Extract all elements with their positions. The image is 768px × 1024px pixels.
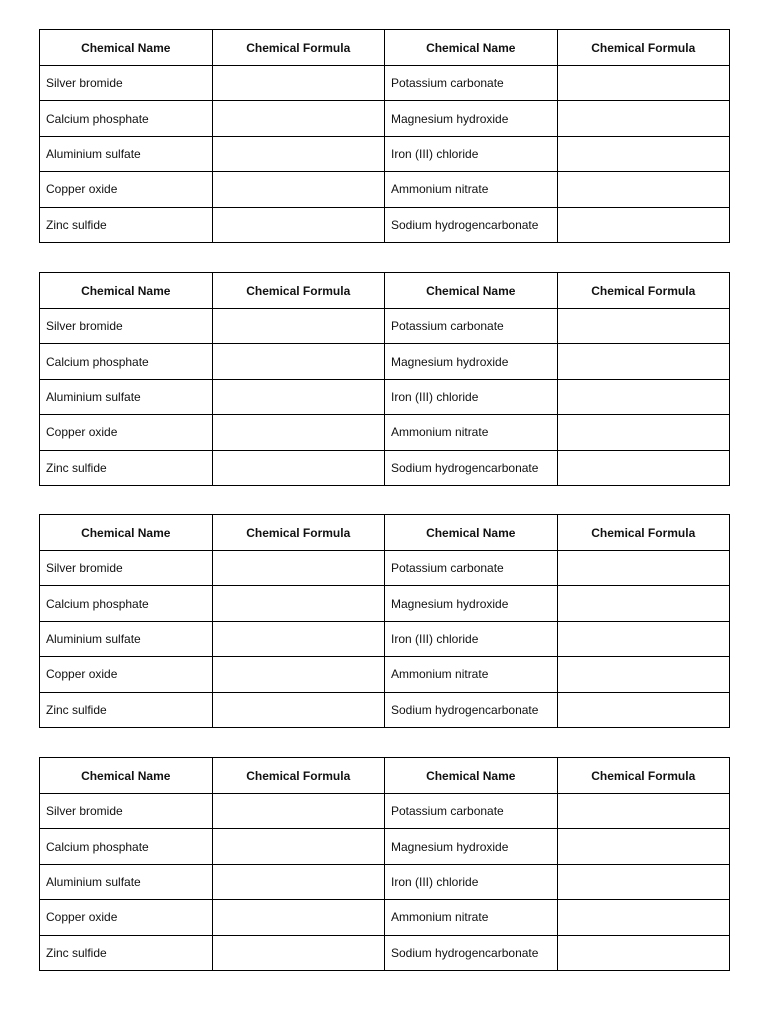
formula-answer-cell[interactable] (557, 207, 730, 242)
formula-answer-cell[interactable] (557, 935, 730, 970)
chemical-name-cell: Magnesium hydroxide (385, 344, 558, 379)
formula-answer-cell[interactable] (557, 551, 730, 586)
chemical-name-cell: Calcium phosphate (40, 344, 213, 379)
table-row (40, 794, 730, 829)
chemical-name-cell: Sodium hydrogencarbonate (385, 450, 558, 485)
formula-answer-cell[interactable] (557, 450, 730, 485)
column-header-chemical-formula: Chemical Formula (212, 30, 385, 66)
formula-answer-cell[interactable] (557, 864, 730, 899)
chemical-name-cell: Magnesium hydroxide (385, 586, 558, 621)
formula-answer-cell[interactable] (557, 586, 730, 621)
column-header-chemical-name: Chemical Name (40, 30, 213, 66)
formula-answer-cell[interactable] (212, 586, 385, 621)
worksheet-table-4 (39, 757, 730, 971)
chemical-name-cell: Ammonium nitrate (385, 900, 558, 935)
table-row (40, 344, 730, 379)
formula-answer-cell[interactable] (212, 136, 385, 171)
column-header-chemical-formula: Chemical Formula (557, 30, 730, 66)
formula-answer-cell[interactable] (557, 309, 730, 344)
column-header-chemical-formula: Chemical Formula (212, 758, 385, 794)
chemical-name-cell: Potassium carbonate (385, 66, 558, 101)
chemical-name-cell: Magnesium hydroxide (385, 101, 558, 136)
formula-answer-cell[interactable] (557, 900, 730, 935)
chemical-name-cell: Silver bromide (40, 309, 213, 344)
column-header-chemical-formula: Chemical Formula (212, 273, 385, 309)
column-header-chemical-name: Chemical Name (385, 758, 558, 794)
column-header-chemical-name: Chemical Name (40, 758, 213, 794)
formula-answer-cell[interactable] (212, 379, 385, 414)
chemical-name-cell: Ammonium nitrate (385, 415, 558, 450)
formula-answer-cell[interactable] (212, 309, 385, 344)
chemical-name-cell: Sodium hydrogencarbonate (385, 935, 558, 970)
worksheet-table-1 (39, 29, 730, 243)
chemical-name-cell: Copper oxide (40, 415, 213, 450)
chemical-name-cell: Ammonium nitrate (385, 172, 558, 207)
column-header-chemical-name: Chemical Name (40, 273, 213, 309)
chemical-name-cell: Silver bromide (40, 551, 213, 586)
chemical-name-cell: Magnesium hydroxide (385, 829, 558, 864)
header-row (40, 273, 730, 309)
chemical-name-cell: Copper oxide (40, 900, 213, 935)
chemical-name-cell: Zinc sulfide (40, 692, 213, 727)
formula-answer-cell[interactable] (212, 794, 385, 829)
chemical-name-cell: Iron (III) chloride (385, 864, 558, 899)
formula-answer-cell[interactable] (557, 344, 730, 379)
chemical-name-cell: Iron (III) chloride (385, 379, 558, 414)
table-row (40, 900, 730, 935)
formula-answer-cell[interactable] (212, 900, 385, 935)
chemical-name-cell: Iron (III) chloride (385, 136, 558, 171)
chemical-name-cell: Potassium carbonate (385, 309, 558, 344)
table-row (40, 551, 730, 586)
column-header-chemical-formula: Chemical Formula (212, 515, 385, 551)
formula-answer-cell[interactable] (557, 794, 730, 829)
chemical-name-cell: Sodium hydrogencarbonate (385, 207, 558, 242)
chemical-name-cell: Calcium phosphate (40, 101, 213, 136)
chemical-name-cell: Potassium carbonate (385, 551, 558, 586)
chemical-name-cell: Aluminium sulfate (40, 621, 213, 656)
formula-answer-cell[interactable] (212, 415, 385, 450)
formula-answer-cell[interactable] (212, 66, 385, 101)
table-row (40, 657, 730, 692)
formula-answer-cell[interactable] (557, 621, 730, 656)
worksheet-table-3 (39, 514, 730, 728)
chemical-name-cell: Potassium carbonate (385, 794, 558, 829)
table-row (40, 101, 730, 136)
table-row (40, 172, 730, 207)
table-row (40, 66, 730, 101)
table-row (40, 621, 730, 656)
formula-answer-cell[interactable] (212, 207, 385, 242)
chemical-name-cell: Silver bromide (40, 794, 213, 829)
formula-answer-cell[interactable] (212, 621, 385, 656)
chemical-name-cell: Ammonium nitrate (385, 657, 558, 692)
formula-answer-cell[interactable] (212, 657, 385, 692)
chemical-name-cell: Calcium phosphate (40, 586, 213, 621)
chemical-name-cell: Copper oxide (40, 657, 213, 692)
formula-answer-cell[interactable] (212, 551, 385, 586)
table-row (40, 207, 730, 242)
column-header-chemical-name: Chemical Name (385, 515, 558, 551)
formula-answer-cell[interactable] (557, 692, 730, 727)
formula-answer-cell[interactable] (212, 935, 385, 970)
chemical-name-cell: Silver bromide (40, 66, 213, 101)
table-row (40, 864, 730, 899)
column-header-chemical-name: Chemical Name (385, 30, 558, 66)
formula-answer-cell[interactable] (557, 829, 730, 864)
table-row (40, 379, 730, 414)
formula-answer-cell[interactable] (212, 829, 385, 864)
formula-answer-cell[interactable] (212, 692, 385, 727)
header-row (40, 758, 730, 794)
column-header-chemical-formula: Chemical Formula (557, 515, 730, 551)
chemical-name-cell: Copper oxide (40, 172, 213, 207)
chemical-name-cell: Zinc sulfide (40, 450, 213, 485)
chemical-name-cell: Aluminium sulfate (40, 136, 213, 171)
table-row (40, 309, 730, 344)
formula-answer-cell[interactable] (557, 101, 730, 136)
column-header-chemical-formula: Chemical Formula (557, 273, 730, 309)
column-header-chemical-name: Chemical Name (385, 273, 558, 309)
formula-answer-cell[interactable] (212, 450, 385, 485)
chemical-name-cell: Calcium phosphate (40, 829, 213, 864)
formula-answer-cell[interactable] (557, 66, 730, 101)
formula-answer-cell[interactable] (212, 101, 385, 136)
table-row (40, 136, 730, 171)
chemical-name-cell: Sodium hydrogencarbonate (385, 692, 558, 727)
header-row (40, 30, 730, 66)
table-row (40, 692, 730, 727)
formula-answer-cell[interactable] (212, 864, 385, 899)
table-row (40, 935, 730, 970)
chemical-name-cell: Zinc sulfide (40, 207, 213, 242)
column-header-chemical-name: Chemical Name (40, 515, 213, 551)
table-row (40, 829, 730, 864)
formula-answer-cell[interactable] (212, 172, 385, 207)
table-row (40, 450, 730, 485)
formula-answer-cell[interactable] (212, 344, 385, 379)
chemical-name-cell: Aluminium sulfate (40, 379, 213, 414)
header-row (40, 515, 730, 551)
column-header-chemical-formula: Chemical Formula (557, 758, 730, 794)
chemical-name-cell: Zinc sulfide (40, 935, 213, 970)
table-row (40, 415, 730, 450)
chemical-name-cell: Aluminium sulfate (40, 864, 213, 899)
table-row (40, 586, 730, 621)
formula-answer-cell[interactable] (557, 415, 730, 450)
formula-answer-cell[interactable] (557, 379, 730, 414)
chemical-name-cell: Iron (III) chloride (385, 621, 558, 656)
worksheet-table-2 (39, 272, 730, 486)
formula-answer-cell[interactable] (557, 172, 730, 207)
formula-answer-cell[interactable] (557, 657, 730, 692)
formula-answer-cell[interactable] (557, 136, 730, 171)
